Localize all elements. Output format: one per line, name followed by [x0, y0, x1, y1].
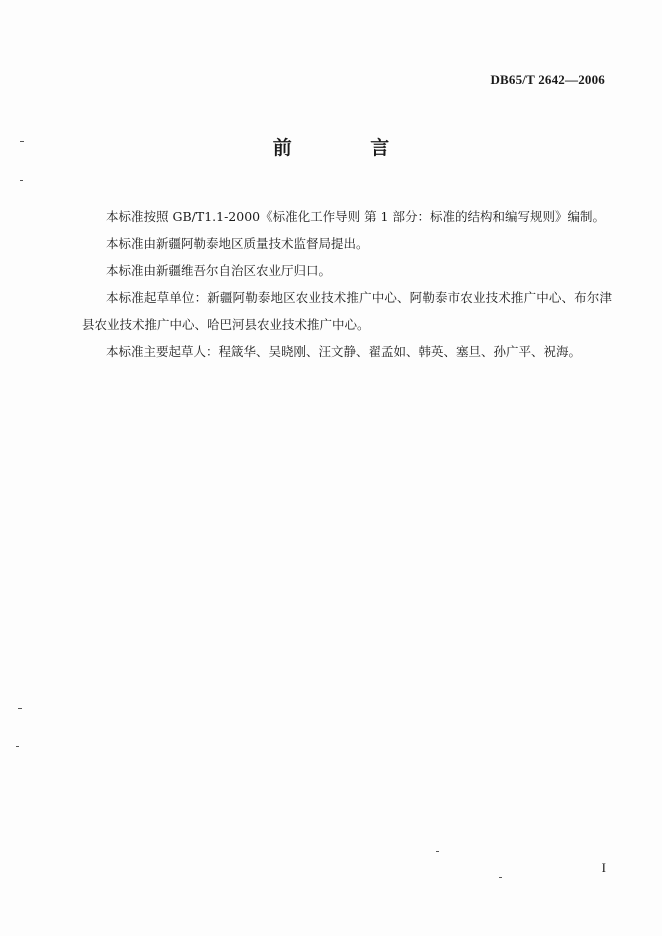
scan-mark	[18, 708, 22, 709]
paragraph-administrator: 本标准由新疆维吾尔自治区农业厅归口。	[106, 263, 332, 278]
paragraph-proposer: 本标准由新疆阿勒泰地区质量技术监督局提出。	[106, 236, 369, 251]
scan-mark	[499, 877, 502, 878]
scan-mark	[20, 180, 23, 181]
paragraph-drafting-basis: 本标准按照 GB/T1.1-2000《标准化工作导则 第 1 部分：标准的结构和编写规则》编制。	[106, 209, 605, 224]
paragraph-drafting-units: 本标准起草单位：新疆阿勒泰地区农业技术推广中心、阿勒泰市农业技术推广中心、布尔津县农业技术推广中心、哈巴河县农业技术推广中心。	[82, 290, 612, 332]
scan-mark	[16, 746, 19, 747]
foreword-body	[82, 203, 612, 365]
scan-mark	[20, 141, 24, 142]
paragraph-drafters: 本标准主要起草人：程箴华、吴晓刚、汪文静、翟孟如、韩英、塞旦、孙广平、祝海。	[106, 344, 582, 359]
page-number: I	[601, 860, 606, 875]
standard-code: DB65/T 2642—2006	[490, 72, 605, 87]
scan-mark	[436, 851, 439, 852]
page-title: 前 言	[272, 137, 426, 159]
